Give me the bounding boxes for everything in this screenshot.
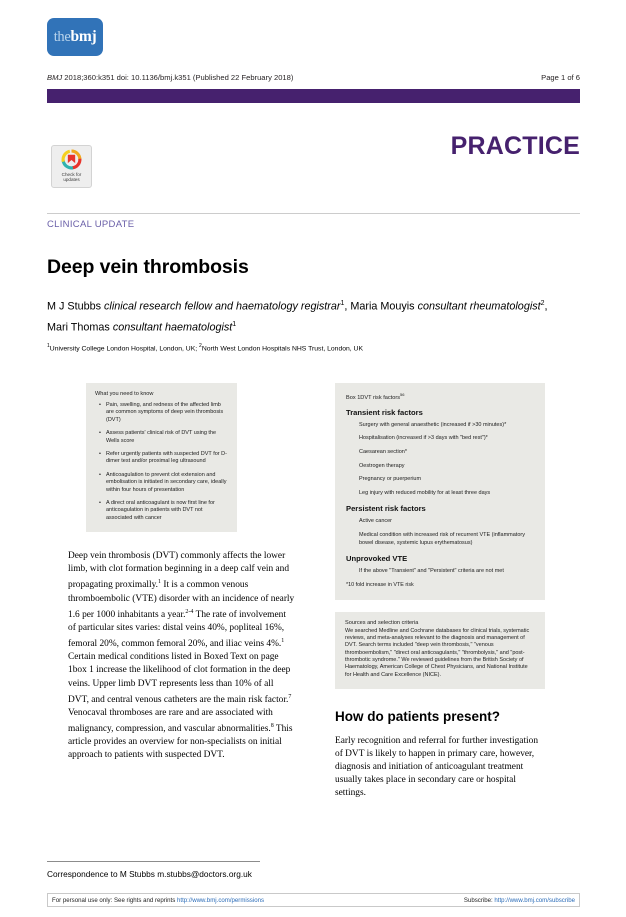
sources-box	[335, 612, 545, 689]
risk-group-items	[346, 422, 534, 498]
author-list: M J Stubbs clinical research fellow and haematology registrar$^1$, Maria Mouyis consultant rheumatologist$^2$, Mari Thomas consultant haematologist$^1$	[47, 300, 548, 334]
logo-bmj-text: bmj	[70, 28, 97, 45]
right-column	[335, 383, 545, 801]
affiliations: $^1$University College London Hospital, London, UK; $^2$North West London Hospitals NHS Trust, London, UK	[47, 343, 364, 353]
risk-box-label-text: Box 1DVT risk factors	[346, 394, 400, 401]
rights-text: For personal use only: See rights and reprints	[52, 896, 177, 904]
risk-group-heading: Persistent risk factors	[346, 504, 426, 514]
bmj-masthead	[47, 18, 103, 56]
risk-item: Hospitalisation (increased if >3 days with "bed rest")*	[359, 435, 488, 442]
section-heading: How do patients present?	[335, 708, 501, 724]
subscribe-link[interactable]: http://www.bmj.com/subscribe	[494, 896, 575, 904]
key-point-item: • Pain, swelling, and redness of the affected limb are common symptoms of deep vein thrombosis (DVT)	[106, 402, 228, 424]
risk-item: Surgery with general anaesthetic (increased if >30 minutes)*	[359, 421, 507, 428]
risk-item: Pregnancy or puerperium	[359, 476, 422, 483]
journal-abbrev: BMJ	[47, 73, 63, 82]
title-divider	[47, 213, 580, 214]
key-points-title: What you need to know	[95, 391, 154, 397]
section-label: PRACTICE	[450, 132, 580, 160]
intro-paragraph: Deep vein thrombosis (DVT) commonly affects the lower limb, with clot formation beginning in a deep calf vein and propagating proximally.$^1$ It is a common venous thromboembolic (VTE) disorder with an incidence of nearly 1.6 per 1000 inhabitants a year.$^{2-4}$ The rate of involvement of particular sites varies: distal veins 40%, popliteal 16%, femoral 20%, common femoral 20%, and iliac veins 4%.$^1$ Certain medical conditions listed in Boxed Text on page 1box 1 increase the likelihood of clot formation in the deep veins. Upper limb DVT represents less than 10% of all DVT, and central venous catheters are the main risk factor.$^7$ Venocaval thromboses are rare and are associated with malignancy, compression, and vascular abnormalities.$^8$ This article provides an overview for non-specialists on initial approach to patients with suspected DVT.	[68, 551, 295, 761]
crossmark-icon	[61, 149, 82, 170]
page-title: Deep vein thrombosis	[47, 256, 249, 279]
footer-band	[47, 893, 580, 907]
logo-the-text: the	[53, 28, 71, 45]
risk-item: Leg injury with reduced mobility for at least three days	[359, 489, 491, 496]
risk-group-heading: Unprovoked VTE	[346, 554, 408, 564]
left-column	[68, 383, 296, 762]
risk-factors-box	[335, 383, 545, 600]
key-points-list	[95, 402, 228, 522]
citation-text	[47, 73, 293, 82]
subscribe-text: Subscribe:	[463, 896, 495, 904]
rights-notice	[52, 897, 264, 904]
risk-box-label	[346, 392, 534, 401]
risk-item: Active cancer	[359, 518, 393, 525]
risk-group-heading: Transient risk factors	[346, 407, 423, 417]
correspondence-divider	[47, 861, 260, 862]
page-indicator: Page 1 of 6	[541, 73, 580, 82]
sources-box-title: Sources and selection criteria	[345, 619, 419, 626]
risk-box-footnote: *10 fold increase in VTE risk	[346, 581, 414, 588]
permissions-link[interactable]: http://www.bmj.com/permissions	[177, 896, 265, 904]
risk-item: Caesarean section*	[359, 449, 408, 456]
subscribe-notice	[464, 897, 575, 904]
key-point-item: • Assess patients' clinical risk of DVT using the Wells score	[106, 430, 228, 445]
citation-row	[47, 73, 580, 82]
risk-item: Medical condition with increased risk of recurrent VTE (inflammatory bowel disease, systemic lupus erythematosus)	[359, 532, 525, 546]
correspondence-line: Correspondence to M Stubbs m.stubbs@doctors.org.uk	[47, 869, 252, 879]
crossmark-line-1: Check for	[61, 172, 82, 177]
key-point-item: • A direct oral anticoagulant is now first line for anticoagulation in patients with DVT not associated with cancer	[106, 500, 228, 522]
sources-box-body: We searched Medline and Cochrane databases for clinical trials, systematic reviews, and meta-analyses relevant to the diagnosis and management of DVT. Search terms included "deep vein thrombosis," "venous thromboembolism," "direct oral anticoagulants," "thrombolysis," and "post-thrombotic syndrome." We reviewed guidelines from the British Society of Haematology, American College of Chest Physicians, and National Institute for Health and Care Excellence (NICE).	[345, 627, 530, 678]
citation-details: 2018;360:k351 doi: 10.1136/bmj.k351 (Published 22 February 2018)	[62, 73, 294, 82]
risk-groups	[346, 408, 534, 576]
risk-item: If the above "Transient" and "Persistent" criteria are not met	[359, 568, 504, 575]
risk-group-items	[346, 568, 534, 576]
key-points-box	[86, 383, 237, 532]
article-kicker: CLINICAL UPDATE	[47, 219, 135, 230]
brand-rule	[47, 89, 580, 103]
key-point-item: • Refer urgently patients with suspected DVT for D-dimer test and/or proximal leg ultrasound	[106, 451, 228, 466]
crossmark-caption	[62, 172, 82, 183]
key-point-item: • Anticoagulation to prevent clot extension and embolisation is initiated in secondary care, ideally within four hours of presentation	[106, 472, 228, 494]
risk-item: Oestrogen therapy	[359, 462, 405, 469]
bmj-logo	[47, 18, 103, 56]
crossmark-line-2: updates	[63, 177, 80, 183]
section-paragraph: Early recognition and referral for further investigation of DVT is likely to happen in primary care, however, diagnosis and initiation of anticoagulant treatment usually takes place in secondary care or hospital settings.	[335, 736, 539, 799]
risk-group-items	[346, 518, 534, 547]
risk-box-label-sup: 56	[400, 392, 405, 397]
check-for-updates-badge[interactable]	[51, 145, 92, 188]
